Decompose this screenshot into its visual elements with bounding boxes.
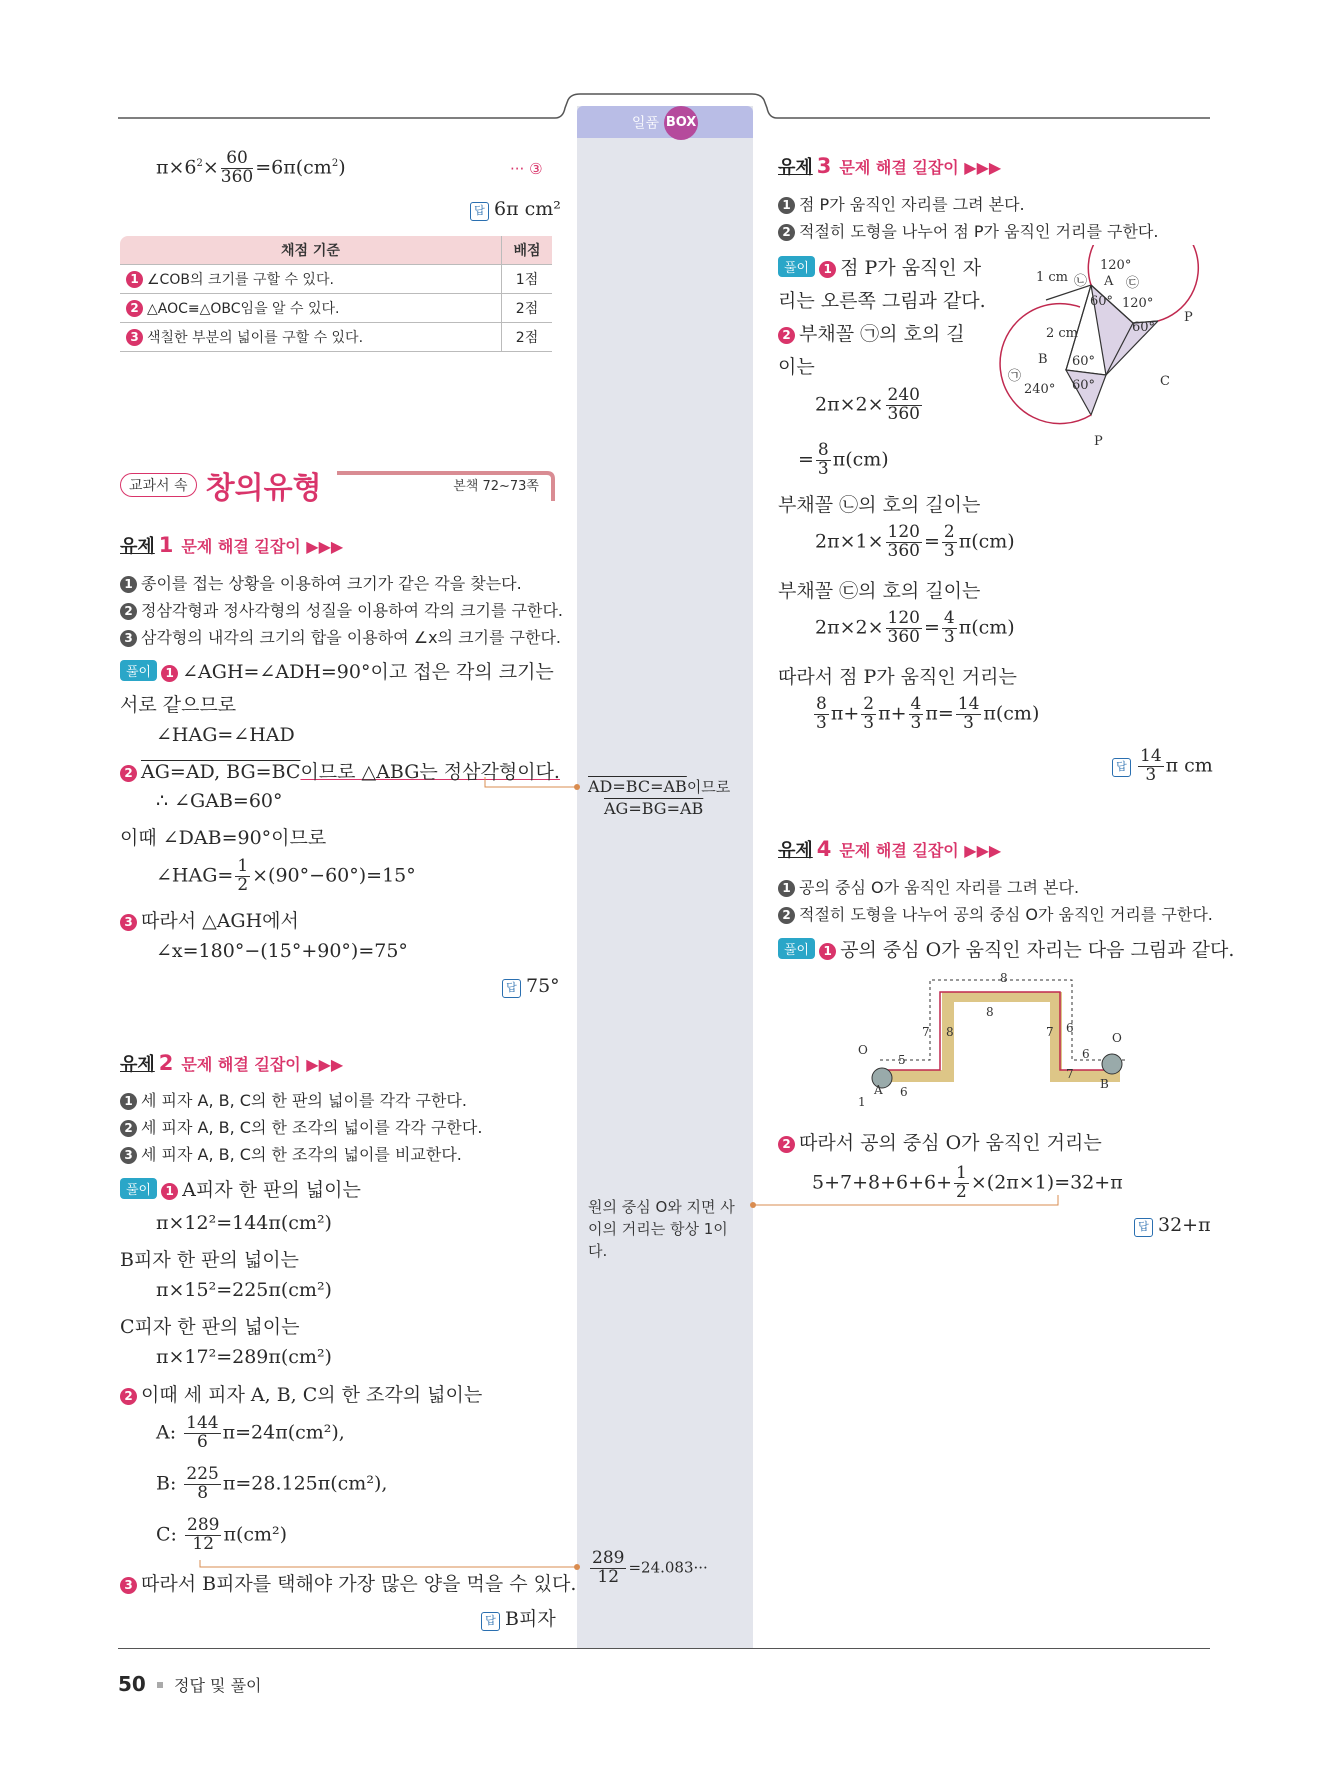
q2-line: B: $\frac{225}{8}$ π=28.125π(cm²),	[156, 1464, 388, 1503]
q2-line: 3 따라서 B피자를 택해야 가장 많은 양을 먹을 수 있다.	[120, 1569, 576, 1596]
answer-icon: 답	[1134, 1218, 1153, 1237]
svg-text:6: 6	[900, 1085, 908, 1099]
q2-line: π×17²=289π(cm²)	[156, 1346, 332, 1368]
q1-line: ∴ ∠GAB=60°	[156, 790, 283, 812]
svg-text:P: P	[1094, 434, 1103, 449]
q3-line: 리는 오른쪽 그림과 같다.	[778, 290, 986, 312]
q1-line: ∠x=180°−(15°+90°)=75°	[156, 940, 408, 962]
p1-equation: $\pi\times 6^2\times$ $\frac{60}{360}$ $=6\pi(cm^2)$	[156, 148, 346, 187]
q3-eq: $\frac{8}{3}$ π+ $\frac{2}{3}$ π+ $\frac{4}{3}$ π= $\frac{14}{3}$ π(cm)	[816, 694, 1040, 733]
q2-step: 3 세 피자 A, B, C의 한 조각의 넓이를 비교한다.	[120, 1142, 462, 1165]
q4-answer: 답 32+π	[1134, 1214, 1211, 1237]
q2-line: π×15²=225π(cm²)	[156, 1279, 332, 1301]
svg-text:7: 7	[1066, 1067, 1074, 1081]
q1-line: ∠HAG=∠HAD	[156, 724, 295, 746]
q1-line: 이때 ∠DAB=90°이므로	[120, 827, 327, 849]
q3-line: 풀이 1 점 P가 움직인 자	[778, 253, 981, 280]
box-label: 일품	[631, 115, 659, 132]
q3-figure	[990, 245, 1210, 455]
svg-text:O: O	[1112, 1031, 1122, 1045]
svg-text:8: 8	[986, 1005, 994, 1019]
q4-step: 1 공의 중심 O가 움직인 자리를 그려 본다.	[778, 875, 1079, 898]
svg-text:B: B	[1100, 1077, 1109, 1091]
q3-step: 2 적절히 도형을 나누어 점 P가 움직인 거리를 구한다.	[778, 219, 1158, 242]
q1-line: ∠HAG= $\frac{1}{2}$ ×(90°−60°)=15°	[156, 856, 416, 895]
svg-text:60°: 60°	[1072, 354, 1096, 369]
q4-line: 2 따라서 공의 중심 O가 움직인 거리는	[778, 1128, 1102, 1155]
side-note-1: AD=BC=AB이므로 AG=BG=AB	[588, 777, 731, 818]
q3-line: 따라서 점 P가 움직인 거리는	[778, 666, 1017, 688]
svg-text:60°: 60°	[1132, 320, 1156, 335]
answer-icon: 답	[502, 979, 521, 998]
svg-text:A: A	[1104, 274, 1114, 289]
box-badge: BOX	[664, 106, 698, 140]
svg-text:7: 7	[922, 1025, 930, 1039]
q2-heading: 유제 2 문제 해결 길잡이 ▶▶▶	[120, 1051, 344, 1075]
q2-step: 2 세 피자 A, B, C의 한 조각의 넓이를 각각 구한다.	[120, 1115, 482, 1138]
q3-step: 1 점 P가 움직인 자리를 그려 본다.	[778, 192, 1025, 215]
q3-line: 이는	[778, 356, 815, 378]
svg-text:8: 8	[1000, 971, 1008, 985]
q3-eq: = $\frac{8}{3}$ π(cm)	[798, 440, 889, 479]
q4-heading: 유제 4 문제 해결 길잡이 ▶▶▶	[778, 837, 1002, 861]
q1-line: 풀이 1 ∠AGH=∠ADH=90°이고 접은 각의 크기는	[120, 657, 554, 684]
q3-answer: 답 $\frac{14}{3}$ π cm	[1112, 748, 1213, 785]
solution-badge: 풀이	[778, 938, 815, 959]
answer-icon: 답	[1112, 758, 1131, 777]
svg-text:㉡: ㉡	[1074, 274, 1088, 289]
svg-text:㉠: ㉠	[1008, 369, 1022, 384]
banner-ref: 본책 72~73쪽	[453, 479, 539, 494]
footer	[118, 1672, 261, 1696]
q3-eq: 2π×2× $\frac{240}{360}$	[815, 385, 920, 424]
side-note-2: 원의 중심 O와 지면 사이의 거리는 항상 1이다.	[588, 1198, 735, 1260]
footer-rule	[118, 1648, 1210, 1649]
q2-line: A: $\frac{144}{6}$ π=24π(cm²),	[156, 1413, 345, 1452]
answer-icon: 답	[470, 202, 489, 221]
q1-heading: 유제 1 문제 해결 길잡이 ▶▶▶	[120, 533, 344, 557]
q2-step: 1 세 피자 A, B, C의 한 판의 넓이를 각각 구한다.	[120, 1088, 467, 1111]
q4-line: 풀이 1 공의 중심 O가 움직인 자리는 다음 그림과 같다.	[778, 935, 1234, 962]
svg-text:A: A	[874, 1083, 883, 1097]
svg-text:O: O	[858, 1043, 868, 1057]
q2-line: C: $\frac{289}{12}$ π(cm²)	[156, 1515, 288, 1554]
q2-line: 2 이때 세 피자 A, B, C의 한 조각의 넓이는	[120, 1380, 482, 1407]
svg-text:60°: 60°	[1072, 378, 1096, 393]
svg-text:8: 8	[946, 1025, 954, 1039]
banner-title: 창의유형	[205, 471, 322, 506]
p1-step-ref: ··· ③	[510, 160, 543, 178]
svg-text:120°: 120°	[1100, 258, 1132, 273]
q3-eq: 2π×1× $\frac{120}{360}$ = $\frac{2}{3}$ π(cm)	[815, 522, 1015, 561]
q1-step: 3 삼각형의 내각의 크기의 합을 이용하여 ∠x의 크기를 구한다.	[120, 625, 561, 648]
grading-row: 3 색칠한 부분의 넓이를 구할 수 있다. 2점	[120, 323, 552, 352]
svg-text:6: 6	[1066, 1021, 1074, 1035]
q2-line: π×12²=144π(cm²)	[156, 1212, 332, 1234]
q2-answer: 답 B피자	[481, 1604, 556, 1631]
grading-header-points: 배점	[502, 236, 553, 265]
q1-line: 2 AG=AD, BG=BC이므로 △ABG는 정삼각형이다.	[120, 757, 560, 784]
svg-text:C: C	[1160, 374, 1170, 389]
q4-figure	[850, 970, 1140, 1110]
q4-step: 2 적절히 도형을 나누어 공의 중심 O가 움직인 거리를 구한다.	[778, 902, 1213, 925]
page-number: 50	[118, 1672, 146, 1696]
svg-text:P: P	[1184, 310, 1193, 325]
banner-tag: 교과서 속	[120, 473, 197, 497]
svg-text:1: 1	[858, 1095, 866, 1109]
footer-title: 정답 및 풀이	[174, 1676, 262, 1695]
svg-text:B: B	[1038, 352, 1048, 367]
q3-heading: 유제 3 문제 해결 길잡이 ▶▶▶	[778, 154, 1002, 178]
svg-text:6: 6	[1082, 1047, 1090, 1061]
grading-header-criteria: 채점 기준	[120, 236, 502, 265]
q1-line: 서로 같으므로	[120, 694, 237, 716]
q4-eq: 5+7+8+6+6+ $\frac{1}{2}$ ×(2π×1)=32+π	[812, 1163, 1123, 1202]
svg-text:㉢: ㉢	[1126, 276, 1140, 291]
svg-text:60°: 60°	[1090, 294, 1114, 309]
svg-text:7: 7	[1046, 1025, 1054, 1039]
q1-step: 1 종이를 접는 상황을 이용하여 크기가 같은 각을 찾는다.	[120, 571, 522, 594]
q3-eq: 2π×2× $\frac{120}{360}$ = $\frac{4}{3}$ π(cm)	[815, 608, 1015, 647]
q2-line: B피자 한 판의 넓이는	[120, 1249, 299, 1271]
q1-step: 2 정삼각형과 정사각형의 성질을 이용하여 각의 크기를 구한다.	[120, 598, 563, 621]
svg-text:240°: 240°	[1024, 382, 1056, 397]
q1-line: 3 따라서 △AGH에서	[120, 906, 299, 933]
q1-answer: 답 75°	[502, 975, 560, 998]
svg-text:5: 5	[898, 1053, 906, 1067]
grading-row: 1 ∠COB의 크기를 구할 수 있다. 1점	[120, 265, 552, 294]
grading-row: 2 △AOC≡△OBC임을 알 수 있다. 2점	[120, 294, 552, 323]
side-note-3: $\frac{289}{12}$ =24.083···	[592, 1548, 708, 1587]
solution-badge: 풀이	[120, 660, 157, 681]
svg-text:2 cm: 2 cm	[1046, 326, 1079, 341]
solution-badge: 풀이	[120, 1178, 157, 1199]
q2-line: C피자 한 판의 넓이는	[120, 1316, 300, 1338]
answer-icon: 답	[481, 1612, 500, 1631]
q3-line: 2 부채꼴 ㉠의 호의 길	[778, 319, 965, 346]
q3-line: 부채꼴 ㉡의 호의 길이는	[778, 494, 981, 516]
p1-answer: 답 6π cm²	[470, 198, 561, 221]
solution-badge: 풀이	[778, 256, 815, 277]
q3-line: 부채꼴 ㉢의 호의 길이는	[778, 580, 981, 602]
svg-text:1 cm: 1 cm	[1036, 270, 1069, 285]
svg-text:120°: 120°	[1122, 296, 1154, 311]
q2-line: 풀이 1 A피자 한 판의 넓이는	[120, 1175, 361, 1202]
